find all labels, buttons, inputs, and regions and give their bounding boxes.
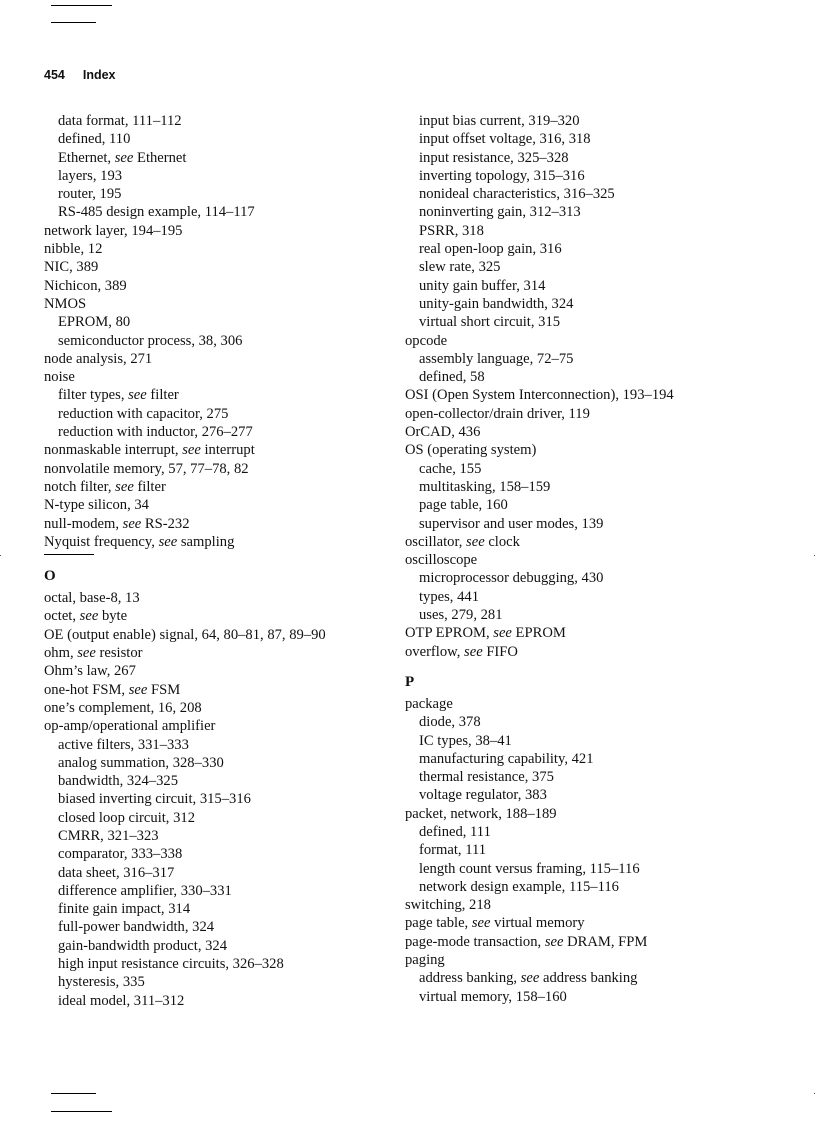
index-entry [44, 515, 384, 533]
index-subentry [405, 185, 755, 203]
index-entry [44, 222, 384, 240]
index-entry [405, 896, 755, 914]
page-title: Index [82, 68, 116, 82]
index-entry [405, 423, 755, 441]
entry-text: thermal resistance, 375 [419, 769, 554, 786]
entry-text: router, 195 [58, 186, 122, 203]
entry-text: OSI (Open System Interconnection), 193–194 [405, 387, 674, 404]
index-entry [44, 717, 384, 735]
see-target: FSM [147, 681, 181, 698]
index-subentry [44, 790, 384, 808]
index-subentry [44, 973, 384, 991]
index-subentry [44, 332, 384, 350]
index-entry [44, 277, 384, 295]
index-entry [405, 643, 755, 661]
see-target: sampling [177, 533, 235, 550]
entry-text: unity-gain bandwidth, 324 [419, 295, 574, 312]
index-subentry [44, 992, 384, 1010]
index-subentry [44, 827, 384, 845]
entry-text: octet, [44, 608, 80, 625]
entry-text: page table, [405, 915, 472, 932]
see-reference: see [128, 387, 147, 404]
index-entry [44, 350, 384, 368]
entry-text: length count versus framing, 115–116 [419, 860, 640, 877]
crop-mark-bottom-2 [51, 1111, 112, 1112]
index-subentry [44, 185, 384, 203]
entry-text: Ohm’s law, 267 [44, 663, 136, 680]
index-subentry [405, 277, 755, 295]
entry-text: supervisor and user modes, 139 [419, 515, 604, 532]
index-subentry [405, 478, 755, 496]
see-target: address banking [539, 970, 638, 987]
entry-text: microprocessor debugging, 430 [419, 570, 604, 587]
index-subentry [44, 405, 384, 423]
entry-text: RS-485 design example, 114–117 [58, 204, 255, 221]
see-target: virtual memory [490, 915, 585, 932]
entry-text: page table, 160 [419, 497, 508, 514]
index-subentry [405, 732, 755, 750]
entry-text: hysteresis, 335 [58, 974, 145, 991]
entry-text: N-type silicon, 34 [44, 497, 149, 514]
index-entry [405, 951, 755, 969]
index-subentry [405, 295, 755, 313]
entry-text: multitasking, 158–159 [419, 478, 551, 495]
see-reference: see [182, 442, 201, 459]
index-subentry [405, 130, 755, 148]
entry-text: finite gain impact, 314 [58, 901, 191, 918]
see-reference: see [544, 933, 564, 950]
entry-text: PSRR, 318 [419, 222, 484, 239]
entry-text: reduction with capacitor, 275 [58, 405, 229, 422]
entry-text: inverting topology, 315–316 [419, 167, 585, 184]
entry-text: page-mode transaction, [405, 933, 545, 950]
index-subentry [44, 900, 384, 918]
entry-text: voltage regulator, 383 [419, 787, 547, 804]
entry-text: input offset voltage, 316, 318 [419, 131, 591, 148]
index-entry [405, 386, 755, 404]
index-entry [44, 589, 384, 607]
entry-text: noninverting gain, 312–313 [419, 204, 581, 221]
section-letter: P [405, 673, 415, 690]
entry-text: input bias current, 319–320 [419, 113, 580, 129]
entry-text: slew rate, 325 [419, 259, 501, 276]
index-column-right [405, 112, 755, 1006]
entry-text: Ethernet, [58, 149, 115, 166]
index-entry [44, 496, 384, 514]
entry-text: ideal model, 311–312 [58, 992, 185, 1009]
entry-text: CMRR, 321–323 [58, 827, 159, 844]
index-entry [44, 533, 384, 551]
entry-text: data format, 111–112 [58, 113, 182, 129]
index-entry [44, 295, 384, 313]
index-subentry [405, 569, 755, 587]
index-entry [44, 478, 384, 496]
entry-text: assembly language, 72–75 [419, 350, 574, 367]
registration-tick-bottom-right [814, 1093, 815, 1094]
index-subentry [405, 167, 755, 185]
entry-text: nonvolatile memory, 57, 77–78, 82 [44, 460, 249, 477]
entry-text: packet, network, 188–189 [405, 805, 557, 822]
index-subentry [405, 713, 755, 731]
see-target: EPROM [511, 625, 566, 642]
see-reference: see [158, 533, 178, 550]
index-entry [44, 681, 384, 699]
registration-tick-left [0, 555, 1, 556]
index-subentry [405, 823, 755, 841]
index-entry [405, 551, 755, 569]
index-entry [405, 695, 755, 713]
see-target: byte [98, 608, 128, 625]
index-subentry [405, 222, 755, 240]
section-letter-block [44, 554, 384, 589]
entry-text: Nyquist frequency, [44, 533, 159, 550]
index-subentry [44, 864, 384, 882]
index-subentry [405, 240, 755, 258]
index-subentry [44, 167, 384, 185]
entry-text: address banking, [419, 970, 521, 987]
index-entry [405, 624, 755, 642]
index-entry [405, 914, 755, 932]
index-subentry [405, 149, 755, 167]
index-subentry [405, 988, 755, 1006]
index-subentry [405, 878, 755, 896]
index-entry [44, 441, 384, 459]
entry-text: IC types, 38–41 [419, 732, 512, 749]
index-entry [405, 805, 755, 823]
index-subentry [405, 496, 755, 514]
entry-text: network layer, 194–195 [44, 222, 183, 239]
index-subentry [44, 882, 384, 900]
index-entry [44, 644, 384, 662]
entry-text: overflow, [405, 643, 465, 660]
index-subentry [44, 809, 384, 827]
index-entry [44, 460, 384, 478]
see-reference: see [114, 149, 134, 166]
see-target: resistor [95, 645, 143, 662]
entry-text: opcode [405, 332, 448, 349]
see-target: Ethernet [133, 149, 187, 166]
entry-text: defined, 110 [58, 131, 131, 148]
index-subentry [44, 149, 384, 167]
entry-text: input resistance, 325–328 [419, 149, 569, 166]
index-subentry [44, 130, 384, 148]
see-reference: see [77, 645, 96, 662]
entry-text: ohm, [44, 645, 78, 662]
entry-text: one-hot FSM, [44, 681, 129, 698]
entry-text: OTP EPROM, [405, 625, 494, 642]
index-subentry [405, 203, 755, 221]
entry-text: OrCAD, 436 [405, 424, 481, 441]
see-target: interrupt [200, 442, 255, 459]
entry-text: cache, 155 [419, 460, 482, 477]
entry-text: virtual short circuit, 315 [419, 314, 561, 331]
entry-text: types, 441 [419, 588, 479, 605]
index-subentry [44, 386, 384, 404]
index-subentry [44, 754, 384, 772]
index-subentry [44, 918, 384, 936]
index-entry [405, 405, 755, 423]
running-header [44, 68, 116, 82]
entry-text: octal, base-8, 13 [44, 590, 140, 607]
entry-text: layers, 193 [58, 167, 123, 184]
index-subentry [44, 772, 384, 790]
entry-text: real open-loop gain, 316 [419, 241, 562, 258]
entry-text: bandwidth, 324–325 [58, 773, 178, 790]
see-reference: see [115, 478, 134, 495]
entry-text: switching, 218 [405, 897, 491, 914]
see-target: DRAM, FPM [563, 933, 648, 950]
see-target: FIFO [482, 643, 518, 660]
index-subentry [405, 588, 755, 606]
see-reference: see [122, 515, 142, 532]
entry-text: open-collector/drain driver, 119 [405, 405, 590, 422]
see-target: filter [133, 478, 166, 495]
index-subentry [44, 937, 384, 955]
index-subentry [405, 768, 755, 786]
index-subentry [44, 112, 384, 130]
entry-text: gain-bandwidth product, 324 [58, 937, 228, 954]
entry-text: semiconductor process, 38, 306 [58, 332, 243, 349]
entry-text: closed loop circuit, 312 [58, 809, 195, 826]
index-subentry [405, 368, 755, 386]
registration-tick-right [814, 555, 815, 556]
index-column-left [44, 112, 384, 1010]
entry-text: analog summation, 328–330 [58, 754, 224, 771]
see-reference: see [520, 970, 540, 987]
entry-text: full-power bandwidth, 324 [58, 919, 215, 936]
index-subentry [405, 969, 755, 987]
index-subentry [405, 460, 755, 478]
see-target: clock [484, 533, 520, 550]
index-entry [405, 933, 755, 951]
index-entry [44, 258, 384, 276]
index-subentry [44, 955, 384, 973]
entry-text: node analysis, 271 [44, 350, 153, 367]
entry-text: active filters, 331–333 [58, 736, 189, 753]
entry-text: uses, 279, 281 [419, 607, 503, 624]
page-number: 454 [44, 68, 65, 82]
see-reference: see [493, 625, 512, 642]
index-subentry [405, 750, 755, 768]
section-letter-block [405, 661, 755, 695]
entry-text: network design example, 115–116 [419, 878, 619, 895]
entry-text: unity gain buffer, 314 [419, 277, 546, 294]
index-entry [44, 699, 384, 717]
entry-text: oscilloscope [405, 552, 478, 569]
index-entry [44, 607, 384, 625]
entry-text: reduction with inductor, 276–277 [58, 424, 253, 441]
entry-text: one’s complement, 16, 208 [44, 699, 202, 716]
entry-text: package [405, 695, 453, 712]
index-subentry [405, 860, 755, 878]
index-subentry [405, 350, 755, 368]
entry-text: noise [44, 369, 75, 386]
index-subentry [405, 313, 755, 331]
entry-text: EPROM, 80 [58, 314, 131, 331]
index-subentry [405, 841, 755, 859]
entry-text: NIC, 389 [44, 259, 99, 276]
entry-text: biased inverting circuit, 315–316 [58, 791, 251, 808]
index-subentry [44, 423, 384, 441]
crop-mark-bottom-1 [51, 1093, 96, 1094]
entry-text: data sheet, 316–317 [58, 864, 175, 881]
index-entry [44, 368, 384, 386]
section-letter: O [44, 568, 56, 585]
index-subentry [44, 736, 384, 754]
index-subentry [44, 203, 384, 221]
entry-text: format, 111 [419, 842, 487, 859]
index-subentry [44, 313, 384, 331]
see-target: RS-232 [141, 515, 190, 532]
index-entry [44, 662, 384, 680]
entry-text: manufacturing capability, 421 [419, 750, 594, 767]
see-reference: see [471, 915, 491, 932]
index-subentry [405, 112, 755, 130]
index-entry [405, 441, 755, 459]
index-entry [44, 240, 384, 258]
crop-mark-top-2 [51, 22, 96, 23]
entry-text: nonideal characteristics, 316–325 [419, 186, 615, 203]
entry-text: defined, 111 [419, 823, 491, 840]
entry-text: paging [405, 952, 445, 969]
entry-text: NMOS [44, 295, 87, 312]
see-reference: see [79, 608, 99, 625]
index-subentry [405, 515, 755, 533]
entry-text: notch filter, [44, 478, 116, 495]
see-reference: see [466, 533, 485, 550]
entry-text: op-amp/operational amplifier [44, 718, 216, 735]
entry-text: defined, 58 [419, 369, 485, 386]
index-subentry [405, 606, 755, 624]
entry-text: nonmaskable interrupt, [44, 442, 183, 459]
crop-mark-top-1 [51, 5, 112, 6]
index-subentry [405, 258, 755, 276]
entry-text: nibble, 12 [44, 241, 103, 258]
see-target: filter [146, 387, 179, 404]
index-entry [405, 533, 755, 551]
entry-text: null-modem, [44, 515, 123, 532]
entry-text: comparator, 333–338 [58, 846, 183, 863]
entry-text: filter types, [58, 387, 129, 404]
entry-text: diode, 378 [419, 714, 481, 731]
entry-text: OE (output enable) signal, 64, 80–81, 87, 89–90 [44, 626, 326, 643]
see-reference: see [464, 643, 483, 660]
index-subentry [44, 845, 384, 863]
entry-text: virtual memory, 158–160 [419, 988, 567, 1005]
entry-text: OS (operating system) [405, 442, 537, 459]
index-entry [44, 626, 384, 644]
entry-text: Nichicon, 389 [44, 277, 127, 294]
entry-text: difference amplifier, 330–331 [58, 882, 232, 899]
entry-text: oscillator, [405, 533, 467, 550]
index-entry [405, 332, 755, 350]
see-reference: see [128, 681, 148, 698]
entry-text: high input resistance circuits, 326–328 [58, 956, 284, 973]
index-subentry [405, 786, 755, 804]
